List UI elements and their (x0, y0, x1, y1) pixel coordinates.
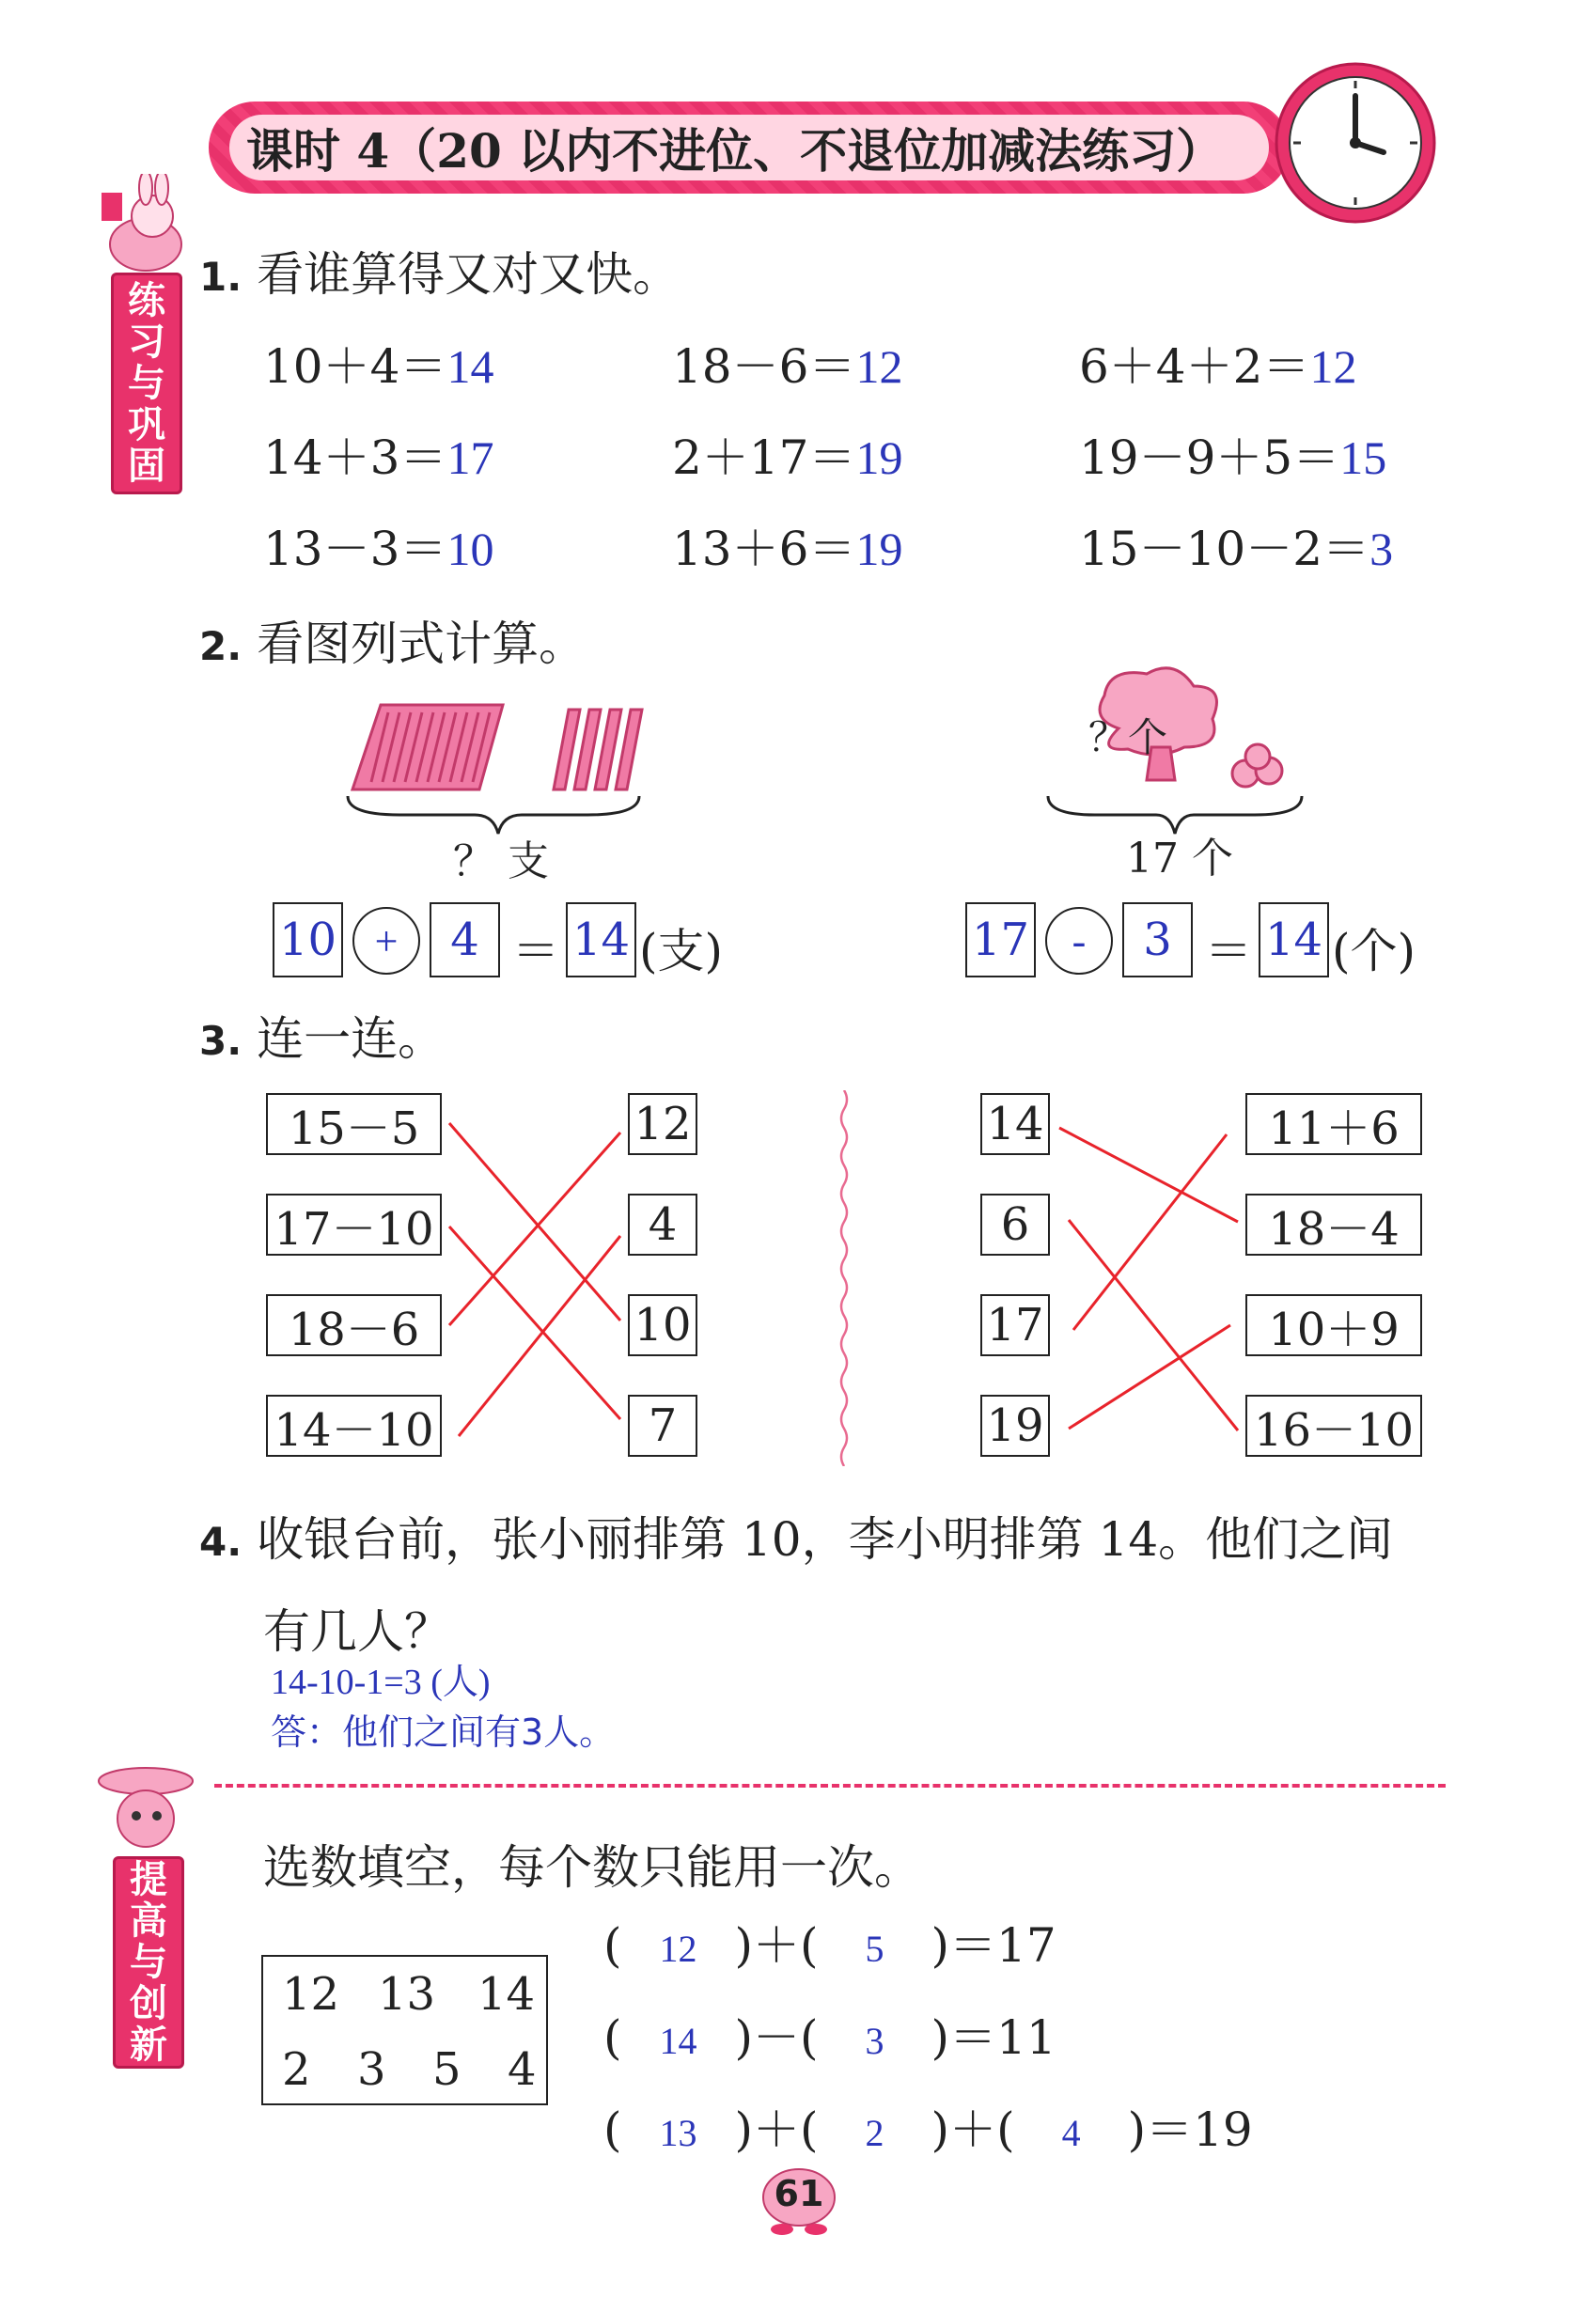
pool-number: 12 (282, 1968, 340, 2021)
match-number-box: 17 (980, 1294, 1050, 1356)
match-number-box: 12 (628, 1093, 697, 1155)
q1-expr: 2＋17＝ (672, 430, 856, 485)
q1-expr: 6＋4＋2＝ (1079, 339, 1310, 394)
q1-title: 看谁算得又对又快。 (257, 247, 681, 302)
match-expr-box: 10＋9 (1245, 1294, 1422, 1356)
improve-tab-char: 创 (130, 1982, 167, 2025)
blank-answer: 5 (865, 1928, 884, 1970)
blank-answer: 4 (1061, 2112, 1081, 2154)
q2-title: 看图列式计算。 (257, 617, 587, 671)
q4-answer-equation: 14-10-1=3 (人) (271, 1663, 491, 1702)
page-title: 课时 4（20 以内不进位、不退位加减法练习） (246, 123, 1224, 179)
improve-tab-char: 新 (130, 2024, 167, 2067)
blank-answer: 3 (865, 2020, 884, 2062)
header-banner (209, 102, 1290, 194)
q3-number: 3. (199, 1018, 243, 1064)
practice-tab-char: 习 (128, 320, 165, 364)
right-unit: (个) (1332, 924, 1416, 978)
q1-item (263, 511, 493, 579)
left-unit: (支) (639, 924, 724, 978)
left-match-lines (442, 1081, 630, 1476)
practice-tab-char: 练 (128, 279, 165, 322)
blank-answer: 2 (865, 2112, 884, 2154)
q1-answer: 3 (1369, 523, 1394, 575)
left-caption: ？ 支 (453, 837, 549, 885)
q1-item (672, 511, 902, 579)
q1-number: 1. (199, 254, 243, 300)
q2-heading (199, 606, 586, 674)
right-match-lines (1050, 1081, 1247, 1476)
equation-result: ＝17 (949, 1918, 1056, 1973)
equation-result: ＝11 (949, 2010, 1056, 2065)
q1-answer: 15 (1339, 431, 1387, 484)
q1-item (672, 420, 902, 488)
right-equals: ＝ (1205, 924, 1252, 978)
blank-answer: 12 (659, 1928, 697, 1970)
blank-answer: 13 (659, 2112, 697, 2154)
improve-tab-char: 高 (130, 1899, 167, 1943)
q1-item (672, 329, 902, 397)
practice-tab-char: 固 (128, 445, 165, 488)
pencil-bundle-icon (343, 695, 653, 799)
practice-tab-char: 与 (128, 362, 165, 405)
right-caption: 17 个 (1126, 835, 1233, 883)
operator: ＋ (753, 2102, 801, 2157)
q5-title: 选数填空，每个数只能用一次。 (263, 1840, 921, 1895)
q4-text-line2: 有几人？ (263, 1604, 451, 1659)
operator: － (753, 2010, 801, 2065)
rabbit-mascot-icon (94, 174, 197, 277)
number-pool-box (261, 1955, 548, 2105)
q4-text-line1: 收银台前，张小丽排第 10，李小明排第 14。他们之间 (257, 1512, 1394, 1567)
right-answer-box-a: 17 (965, 902, 1036, 977)
left-answer-box-b: 4 (430, 902, 500, 977)
right-answer-box-b: 3 (1122, 902, 1193, 977)
q1-item (1079, 329, 1356, 397)
right-result-box: 14 (1259, 902, 1329, 977)
equation-result: ＝19 (1146, 2102, 1253, 2157)
match-expr-box: 11＋6 (1245, 1093, 1422, 1155)
match-expr-box: 15－5 (266, 1093, 442, 1155)
match-number-box: 14 (980, 1093, 1050, 1155)
q1-expr: 15－10－2＝ (1079, 522, 1370, 576)
blank-answer: 14 (659, 2020, 697, 2062)
match-number-box: 4 (628, 1194, 697, 1256)
q3-title: 连一连。 (257, 1011, 446, 1066)
tree-label: ？个 (1088, 714, 1168, 760)
q1-answer: 10 (446, 523, 494, 575)
left-result-box: 14 (566, 902, 636, 977)
practice-tab-char: 巩 (128, 403, 165, 446)
wavy-divider (835, 1090, 853, 1466)
match-number-box: 6 (980, 1194, 1050, 1256)
left-equals: ＝ (512, 924, 559, 978)
q1-heading (199, 237, 680, 305)
q4-heading (199, 1502, 1393, 1570)
match-expr-box: 17－10 (266, 1194, 442, 1256)
q4-number: 4. (199, 1519, 243, 1565)
improve-tab-char: 与 (130, 1941, 167, 1984)
pool-number: 14 (477, 1968, 536, 2021)
match-expr-box: 16－10 (1245, 1395, 1422, 1457)
q1-answer: 14 (446, 340, 494, 393)
q3-heading (199, 1001, 445, 1069)
puppy-mascot-icon (89, 1758, 202, 1861)
match-number-box: 10 (628, 1294, 697, 1356)
match-expr-box: 14－10 (266, 1395, 442, 1457)
q1-item (1079, 420, 1386, 488)
q1-item (263, 329, 493, 397)
operator: ＋ (949, 2102, 997, 2157)
q5-equation-2: ( 14 )－( 3 )＝11 (603, 2010, 1056, 2065)
q2-number: 2. (199, 623, 243, 669)
match-expr-box: 18－6 (266, 1294, 442, 1356)
clock-icon (1271, 58, 1440, 227)
q4-answer-sentence: 答：他们之间有3人。 (271, 1711, 616, 1753)
q1-answer: 17 (446, 431, 494, 484)
q1-item (1079, 511, 1393, 579)
match-number-box: 7 (628, 1395, 697, 1457)
q1-expr: 19－9＋5＝ (1079, 430, 1340, 485)
q1-expr: 14＋3＝ (263, 430, 447, 485)
section-divider (214, 1784, 1446, 1788)
right-operator-circle: - (1045, 907, 1113, 975)
q5-equation-1: ( 12 )＋( 5 )＝17 (603, 1918, 1056, 1973)
pool-number: 13 (378, 1968, 436, 2021)
improve-tab-char: 提 (130, 1858, 167, 1901)
improve-tab (113, 1856, 184, 2069)
pool-number: 3 (357, 2043, 386, 2096)
q1-expr: 13＋6＝ (672, 522, 856, 576)
match-expr-box: 18－4 (1245, 1194, 1422, 1256)
q1-expr: 18－6＝ (672, 339, 856, 394)
q5-equation-3: ( 13 )＋( 2 )＋( 4 )＝19 (603, 2102, 1253, 2157)
q1-answer: 12 (1309, 340, 1357, 393)
pool-number: 5 (432, 2043, 462, 2096)
pool-number: 4 (508, 2043, 537, 2096)
q1-answer: 12 (855, 340, 903, 393)
q1-expr: 13－3＝ (263, 522, 447, 576)
page-number: 61 (774, 2173, 824, 2214)
pool-number: 2 (282, 2043, 311, 2096)
left-answer-box-a: 10 (273, 902, 343, 977)
q1-expr: 10＋4＝ (263, 339, 447, 394)
q1-item (263, 420, 493, 488)
left-operator-circle: + (352, 907, 420, 975)
operator: ＋ (753, 1918, 801, 1973)
practice-tab (111, 273, 182, 494)
q1-answer: 19 (855, 431, 903, 484)
match-number-box: 19 (980, 1395, 1050, 1457)
q1-answer: 19 (855, 523, 903, 575)
